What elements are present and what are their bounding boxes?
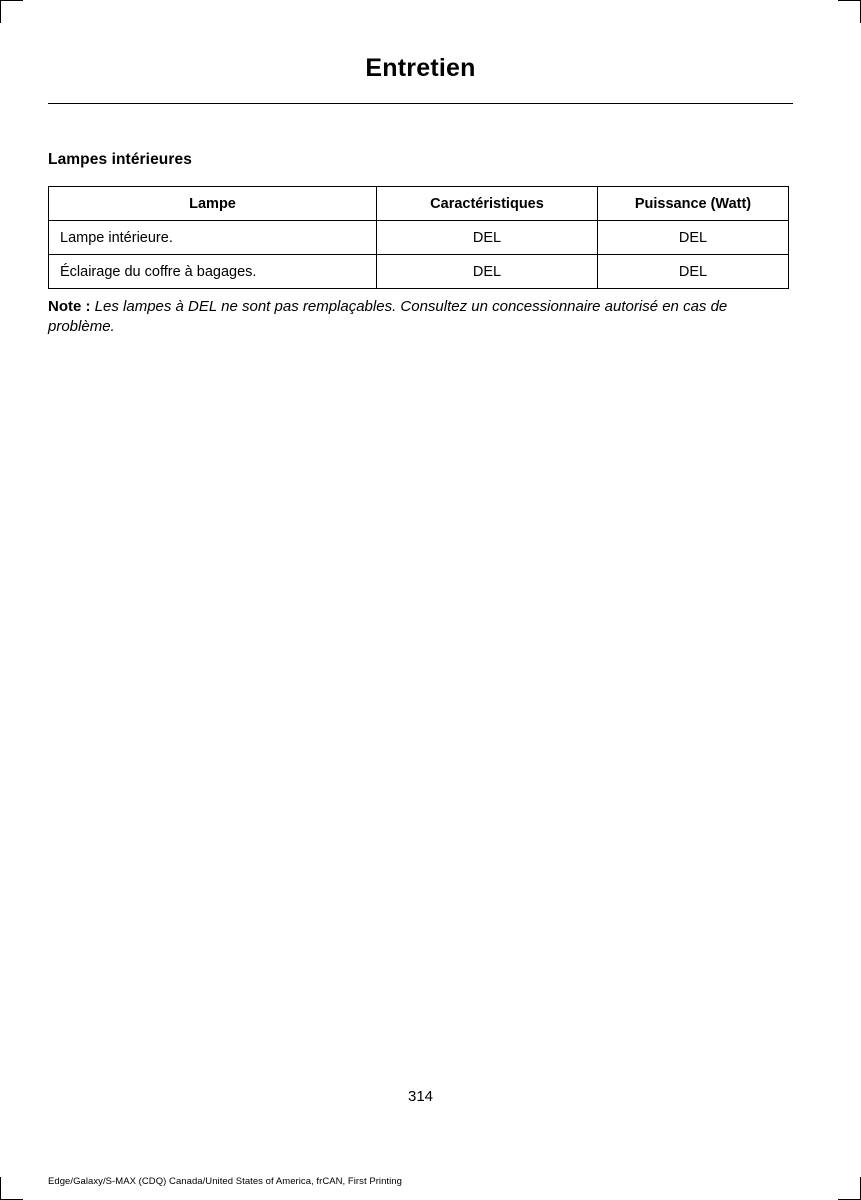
- cell-lamp-name: Éclairage du coffre à bagages.: [49, 255, 377, 289]
- table-row: [49, 255, 789, 289]
- note-text: Les lampes à DEL ne sont pas remplaçables. Consultez un concessionnaire autorisé en cas de problème.: [48, 298, 728, 335]
- table-row: [49, 221, 789, 255]
- interior-lamps-table: [48, 186, 789, 289]
- crop-mark-bottom-right: [838, 1177, 861, 1200]
- cell-lamp-name: Lampe intérieure.: [49, 221, 377, 255]
- cell-lamp-wattage: DEL: [598, 255, 789, 289]
- title-divider: [48, 103, 793, 104]
- column-header-caracteristiques: Caractéristiques: [377, 187, 598, 221]
- page-number: 314: [407, 1088, 434, 1105]
- page-content: [48, 0, 793, 1200]
- table-header-row: [49, 187, 789, 221]
- cell-lamp-spec: DEL: [377, 221, 598, 255]
- section-heading: Lampes intérieures: [48, 151, 192, 168]
- crop-mark-bottom-left: [0, 1177, 23, 1200]
- cell-lamp-spec: DEL: [377, 255, 598, 289]
- footer-imprint: Edge/Galaxy/S-MAX (CDQ) Canada/United States of America, frCAN, First Printing: [48, 1176, 402, 1187]
- column-header-puissance: Puissance (Watt): [598, 187, 789, 221]
- note-label: Note :: [48, 298, 91, 315]
- crop-mark-top-right: [838, 0, 861, 23]
- crop-mark-top-left: [0, 0, 23, 23]
- column-header-lamp: Lampe: [49, 187, 377, 221]
- page-title: Entretien: [365, 54, 476, 82]
- note-block: [48, 297, 790, 337]
- cell-lamp-wattage: DEL: [598, 221, 789, 255]
